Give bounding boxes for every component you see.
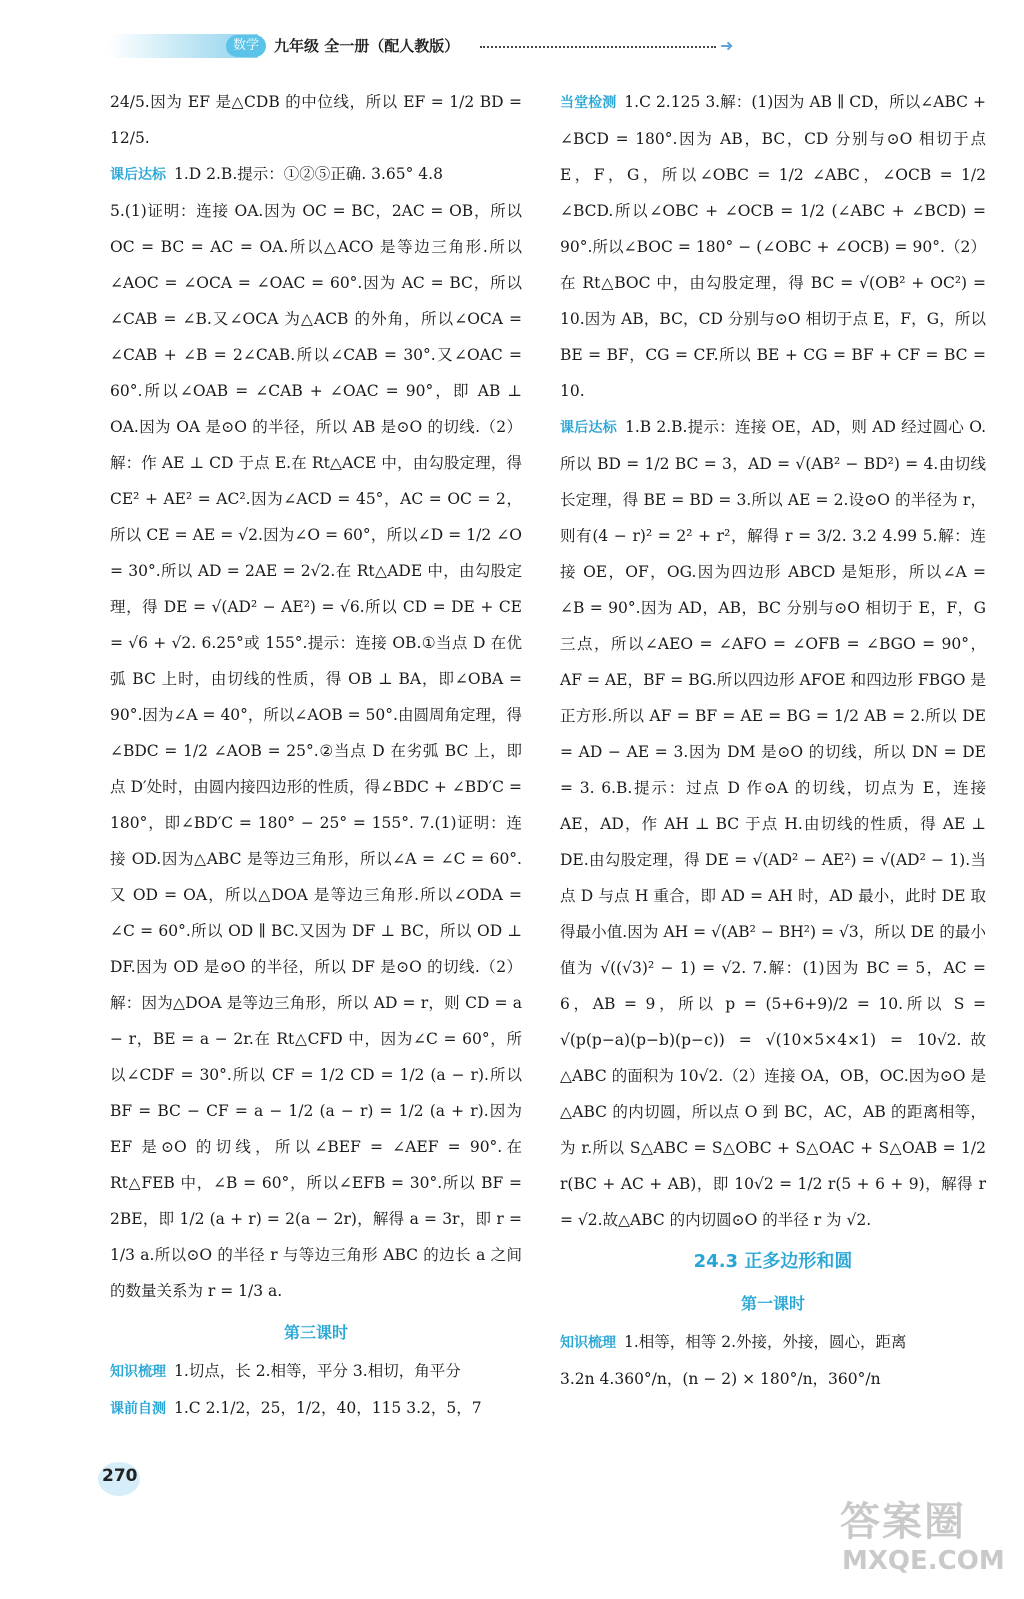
answer-text: 1.D 2.B.提示：①②⑤正确. 3.65° 4.8 (174, 165, 443, 183)
section-tag: 知识梳理 (560, 1335, 616, 1351)
arrow-icon: ➜ (720, 36, 734, 55)
page-header (108, 26, 748, 64)
section-tag: 课后达标 (110, 167, 166, 183)
answer-text: 1.B 2.B.提示：连接 OE，AD，则 AD 经过圆心 O.所以 BD = 1/2 BC = 3，AD = √(AB² − BD²) = 4.由切线长定理，得 BE = BD = 3.所以 AE = 2.设⊙O 的半径为 r，则有(4 − r)² = 2² + r²，解得 r = 3/2. 3.2 4.99 5.解：连接 OE，OF，OG.因为四边形 ABCD 是矩形，所以∠A = ∠B = 90°.因为 AD，AB，BC 分别与⊙O 相切于 E，F，G 三点，所以∠AEO = ∠AFO = ∠OFB = ∠BGO = 90°，AF = AE，BF = BG.所以四边形 AFOE 和四边形 FBGO 是正方形.所以 AF = BF = AE = BG = 1/2 AB = 2.所以 DE = AD − AE = 3.因为 DM 是⊙O 的切线，所以 DN = DE = 3. 6.B.提示：过点 D 作⊙A 的切线，切点为 E，连接 AE，AD，作 AH ⊥ BC 于点 H.由切线的性质，得 AE ⊥ DE.由勾股定理，得 DE = √(AD² − AE²) = √(AD² − 1).当点 D 与点 H 重合，即 AD = AH 时，AD 最小，此时 DE 取得最小值.因为 AH = √(AB² − BH²) = √3，所以 DE 的最小值为 √((√3)² − 1) = √2. 7.解：(1)因为 BC = 5，AC = 6，AB = 9，所以 p = (5+6+9)/2 = 10.所以 S = √(p(p−a)(p−b)(p−c)) = √(10×5×4×1) = 10√2.故△ABC 的面积为 10√2.（2）连接 OA，OB，OC.因为⊙O 是△ABC 的内切圆，所以点 O 到 BC，AC，AB 的距离相等，为 r.所以 S△ABC = S△OBC + S△OAC + S△OAB = 1/2 r(BC + AC + AB)，即 10√2 = 1/2 r(5 + 6 + 9)，解得 r = √2.故△ABC 的内切圆⊙O 的半径 r 为 √2. (560, 418, 986, 1229)
watermark-url: MXQE.COM (842, 1546, 1005, 1576)
subject-badge: 数学 (226, 35, 266, 57)
answer-paragraph (110, 1353, 522, 1390)
section-tag: 课后达标 (560, 420, 618, 436)
answer-text: 1.相等，相等 2.外接，外接，圆心，距离 (624, 1333, 907, 1351)
watermark-logo: 答案圈 (840, 1499, 966, 1545)
section-title: 24.3 正多边形和圆 (693, 1251, 853, 1272)
answer-paragraph: 24/5.因为 EF 是△CDB 的中位线，所以 EF = 1/2 BD = 12/5. (110, 93, 522, 147)
answer-text: 1.C 2.125 3.解：(1)因为 AB ∥ CD，所以∠ABC + ∠BCD = 180°.因为 AB，BC，CD 分别与⊙O 相切于点 E，F，G，所以∠OBC = 1/2 ∠ABC，∠OCB = 1/2 ∠BCD.所以∠OBC + ∠OCB = 1/2 (∠ABC + ∠BCD) = 90°.所以∠BOC = 180° − (∠OBC + ∠OCB) = 90°.（2）在 Rt△BOC 中，由勾股定理，得 BC = √(OB² + OC²) = 10.因为 AB，BC，CD 分别与⊙O 相切于点 E，F，G，所以 BE = BF，CG = CF.所以 BE + CG = BF + CF = BC = 10. (560, 93, 986, 400)
section-tag: 当堂检测 (560, 95, 617, 111)
answer-paragraph (560, 1324, 986, 1361)
answer-text: 1.切点，长 2.相等，平分 3.相切，角平分 (174, 1362, 461, 1380)
section-tag: 知识梳理 (110, 1364, 166, 1380)
watermark (836, 1490, 1012, 1590)
answer-paragraph (560, 84, 986, 409)
answer-paragraph (110, 156, 522, 193)
left-column (110, 84, 522, 1427)
page-number-text: 270 (102, 1466, 138, 1486)
section-tag: 课前自测 (110, 1401, 166, 1417)
answer-paragraph: 5.(1)证明：连接 OA.因为 OC = BC，2AC = OB，所以 OC = BC = AC = OA.所以△ACO 是等边三角形.所以∠AOC = ∠OCA = ∠OAC = 60°.因为 AC = BC，所以∠CAB = ∠B.又∠OCA 为△ACB 的外角，所以∠OCA = ∠CAB + ∠B = 2∠CAB.所以∠CAB = 30°.又∠OAC = 60°.所以∠OAB = ∠CAB + ∠OAC = 90°，即 AB ⊥ OA.因为 OA 是⊙O 的半径，所以 AB 是⊙O 的切线.（2）解：作 AE ⊥ CD 于点 E.在 Rt△ACE 中，由勾股定理，得 CE² + AE² = AC².因为∠ACD = 45°，AC = OC = 2，所以 CE = AE = √2.因为∠O = 60°，所以∠D = 1/2 ∠O = 30°.所以 AD = 2AE = 2√2.在 Rt△ADE 中，由勾股定理，得 DE = √(AD² − AE²) = √6.所以 CD = DE + CE = √6 + √2. 6.25°或 155°.提示：连接 OB.①当点 D 在优弧 BC 上时，由切线的性质，得 OB ⊥ BA，即∠OBA = 90°.因为∠A = 40°，所以∠AOB = 50°.由圆周角定理，得∠BDC = 1/2 ∠AOB = 25°.②当点 D 在劣弧 BC 上，即点 D′处时，由圆内接四边形的性质，得∠BDC + ∠BD′C = 180°，即∠BD′C = 180° − 25° = 155°. 7.(1)证明：连接 OD.因为△ABC 是等边三角形，所以∠A = ∠C = 60°.又 OD = OA，所以△DOA 是等边三角形.所以∠ODA = ∠C = 60°.所以 OD ∥ BC.又因为 DF ⊥ BC，所以 OD ⊥ DF.因为 OD 是⊙O 的半径，所以 DF 是⊙O 的切线.（2）解：因为△DOA 是等边三角形，所以 AD = r，则 CD = a − r，BE = a − 2r.在 Rt△CFD 中，因为∠C = 60°，所以∠CDF = 30°.所以 CF = 1/2 CD = 1/2 (a − r).所以 BF = BC − CF = a − 1/2 (a − r) = 1/2 (a + r).因为 EF 是⊙O 的切线，所以∠BEF = ∠AEF = 90°.在 Rt△FEB 中，∠B = 60°，所以∠EFB = 30°.所以 BF = 2BE，即 1/2 (a + r) = 2(a − 2r)，解得 a = 3r，即 r = 1/3 a.所以⊙O 的半径 r 与等边三角形 ABC 的边长 a 之间的数量关系为 r = 1/3 a. (110, 202, 522, 1300)
page-number (96, 1458, 146, 1498)
answer-paragraph (560, 409, 986, 1238)
book-title: 九年级 全一册（配人教版） (274, 37, 460, 55)
answer-paragraph: 3.2n 4.360°/n，(n − 2) × 180°/n，360°/n (560, 1370, 881, 1388)
answer-text: 1.C 2.1/2，25，1/2，40，115 3.2，5，7 (174, 1399, 482, 1417)
header-dotted-line (480, 46, 716, 48)
answer-paragraph (110, 1390, 522, 1427)
right-column (560, 84, 986, 1397)
lesson-title: 第三课时 (283, 1323, 348, 1342)
lesson-title: 第一课时 (740, 1294, 805, 1313)
